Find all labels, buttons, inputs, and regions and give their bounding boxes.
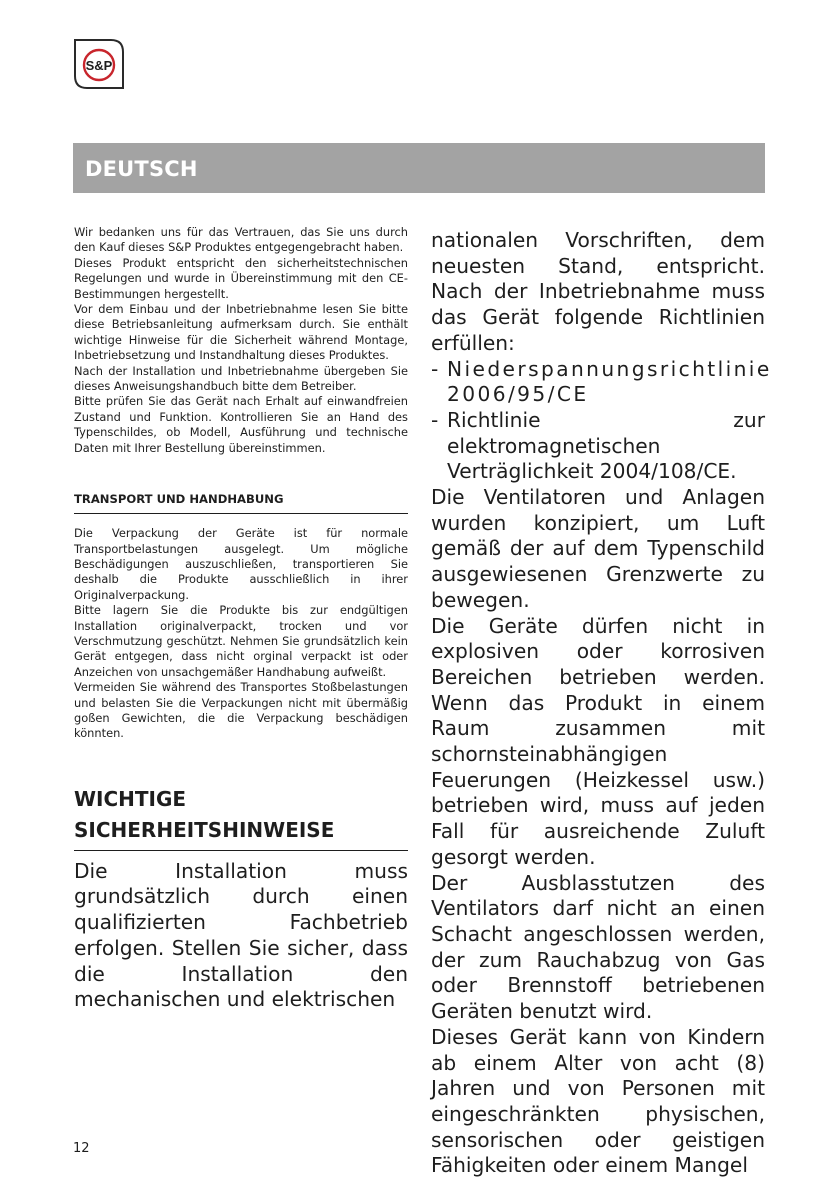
- safety-heading-line1: WICHTIGE: [74, 786, 187, 811]
- transport-heading: TRANSPORT UND HANDHABUNG: [74, 492, 408, 514]
- sp-logo: [73, 38, 125, 90]
- safety-heading-line2: SICHERHEITSHINWEISE: [74, 817, 335, 842]
- svg-text:S&P: S&P: [85, 58, 113, 73]
- directive-item: - Richtlinie zur elektromagnetischen Verträglichkeit 2004/108/CE.: [431, 407, 765, 484]
- safety-paragraph-continued: nationalen Vorschriften, dem neuesten Stand, entspricht. Nach der Inbetriebnahme muss das Gerät folgende Richtlinien erfüllen:: [431, 228, 765, 355]
- directive-item: - Niederspannungsrichtlinie 2006/95/CE: [431, 356, 772, 407]
- safety-paragraph: Die Geräte dürfen nicht in explosiven oder korrosiven Bereichen betrieben werden. Wenn das Produkt in einem Raum zusammen mit schornsteinabhängigen Feuerungen (Heizkessel usw.) betrieben wird, muss auf jeden Fall für ausreichende Zuluft gesorgt werden.: [431, 613, 765, 869]
- transport-section: [74, 526, 408, 742]
- intro-section: [74, 225, 408, 456]
- intro-paragraph: Dieses Produkt entspricht den sicherheitstechnischen Regelungen und wurde in Übereinstimmung mit den CE-Bestimmungen hergestellt.: [74, 255, 408, 301]
- intro-paragraph: Vor dem Einbau und der Inbetriebnahme lesen Sie bitte diese Betriebsanleitung aufmerksam durch. Sie enthält wichtige Hinweise für die Sicherheit während Montage, Inbetriebsetzung und Instandhaltung dieses Produktes.: [74, 302, 408, 363]
- banner-title: DEUTSCH: [85, 157, 198, 181]
- left-column: [74, 225, 408, 1013]
- intro-paragraph: Wir bedanken uns für das Vertrauen, das Sie uns durch den Kauf dieses S&P Produktes entgegengebracht haben.: [74, 225, 408, 255]
- safety-paragraph: Dieses Gerät kann von Kindern ab einem Alter von acht (8) Jahren und von Personen mit eingeschränkten physischen, sensorischen oder geistigen Fähigkeiten oder einem Mangel: [431, 1024, 765, 1178]
- safety-paragraph: Der Ausblasstutzen des Ventilators darf nicht an einen Schacht angeschlossen werden, der zum Rauchabzug von Gas oder Brennstoff betriebenen Geräten benutzt wird.: [431, 870, 765, 1024]
- page-number: 12: [73, 1141, 90, 1156]
- safety-paragraph: Die Installation muss grundsätzlich durch einen qualifizierten Fachbetrieb erfolgen. Stellen Sie sicher, dass die Installation den mechanischen und elektrischen: [74, 858, 408, 1012]
- intro-paragraph: Nach der Installation und Inbetriebnahme übergeben Sie dieses Anweisungshandbuch bitte dem Betreiber.: [74, 363, 408, 394]
- language-banner: [73, 143, 765, 193]
- safety-paragraph: Die Ventilatoren und Anlagen wurden konzipiert, um Luft gemäß der auf dem Typenschild ausgewiesenen Grenzwerte zu bewegen.: [431, 485, 765, 612]
- safety-heading: [74, 784, 408, 851]
- directive-list: [431, 356, 772, 486]
- sp-logo-graphic: [73, 38, 125, 90]
- transport-paragraph: Bitte lagern Sie die Produkte bis zur endgültigen Installation originalverpackt, trocken und vor Verschmutzung geschützt. Nehmen Sie grundsätzlich kein Gerät entgegen, dass nicht orginal verpackt ist oder Anzeichen von unsachgemäßer Handhabung aufweißt.: [74, 603, 408, 679]
- right-column: [431, 228, 772, 1179]
- transport-paragraph: Vermeiden Sie während des Transportes Stoßbelastungen und belasten Sie die Verpackungen nicht mit übermäßig goßen Gewichten, die die Verpackung beschädigen könnten.: [74, 680, 408, 741]
- intro-paragraph: Bitte prüfen Sie das Gerät nach Erhalt auf einwandfreien Zustand und Funktion. Kontrollieren Sie an Hand des Typenschildes, ob Modell, Ausführung und technische Daten mit Ihrer Bestellung übereinstimmen.: [74, 394, 408, 455]
- transport-paragraph: Die Verpackung der Geräte ist für normale Transportbelastungen ausgelegt. Um mögliche Beschädigungen auszuschließen, transportieren Sie deshalb die Produkte ausschließlich in ihrer Originalverpackung.: [74, 526, 408, 602]
